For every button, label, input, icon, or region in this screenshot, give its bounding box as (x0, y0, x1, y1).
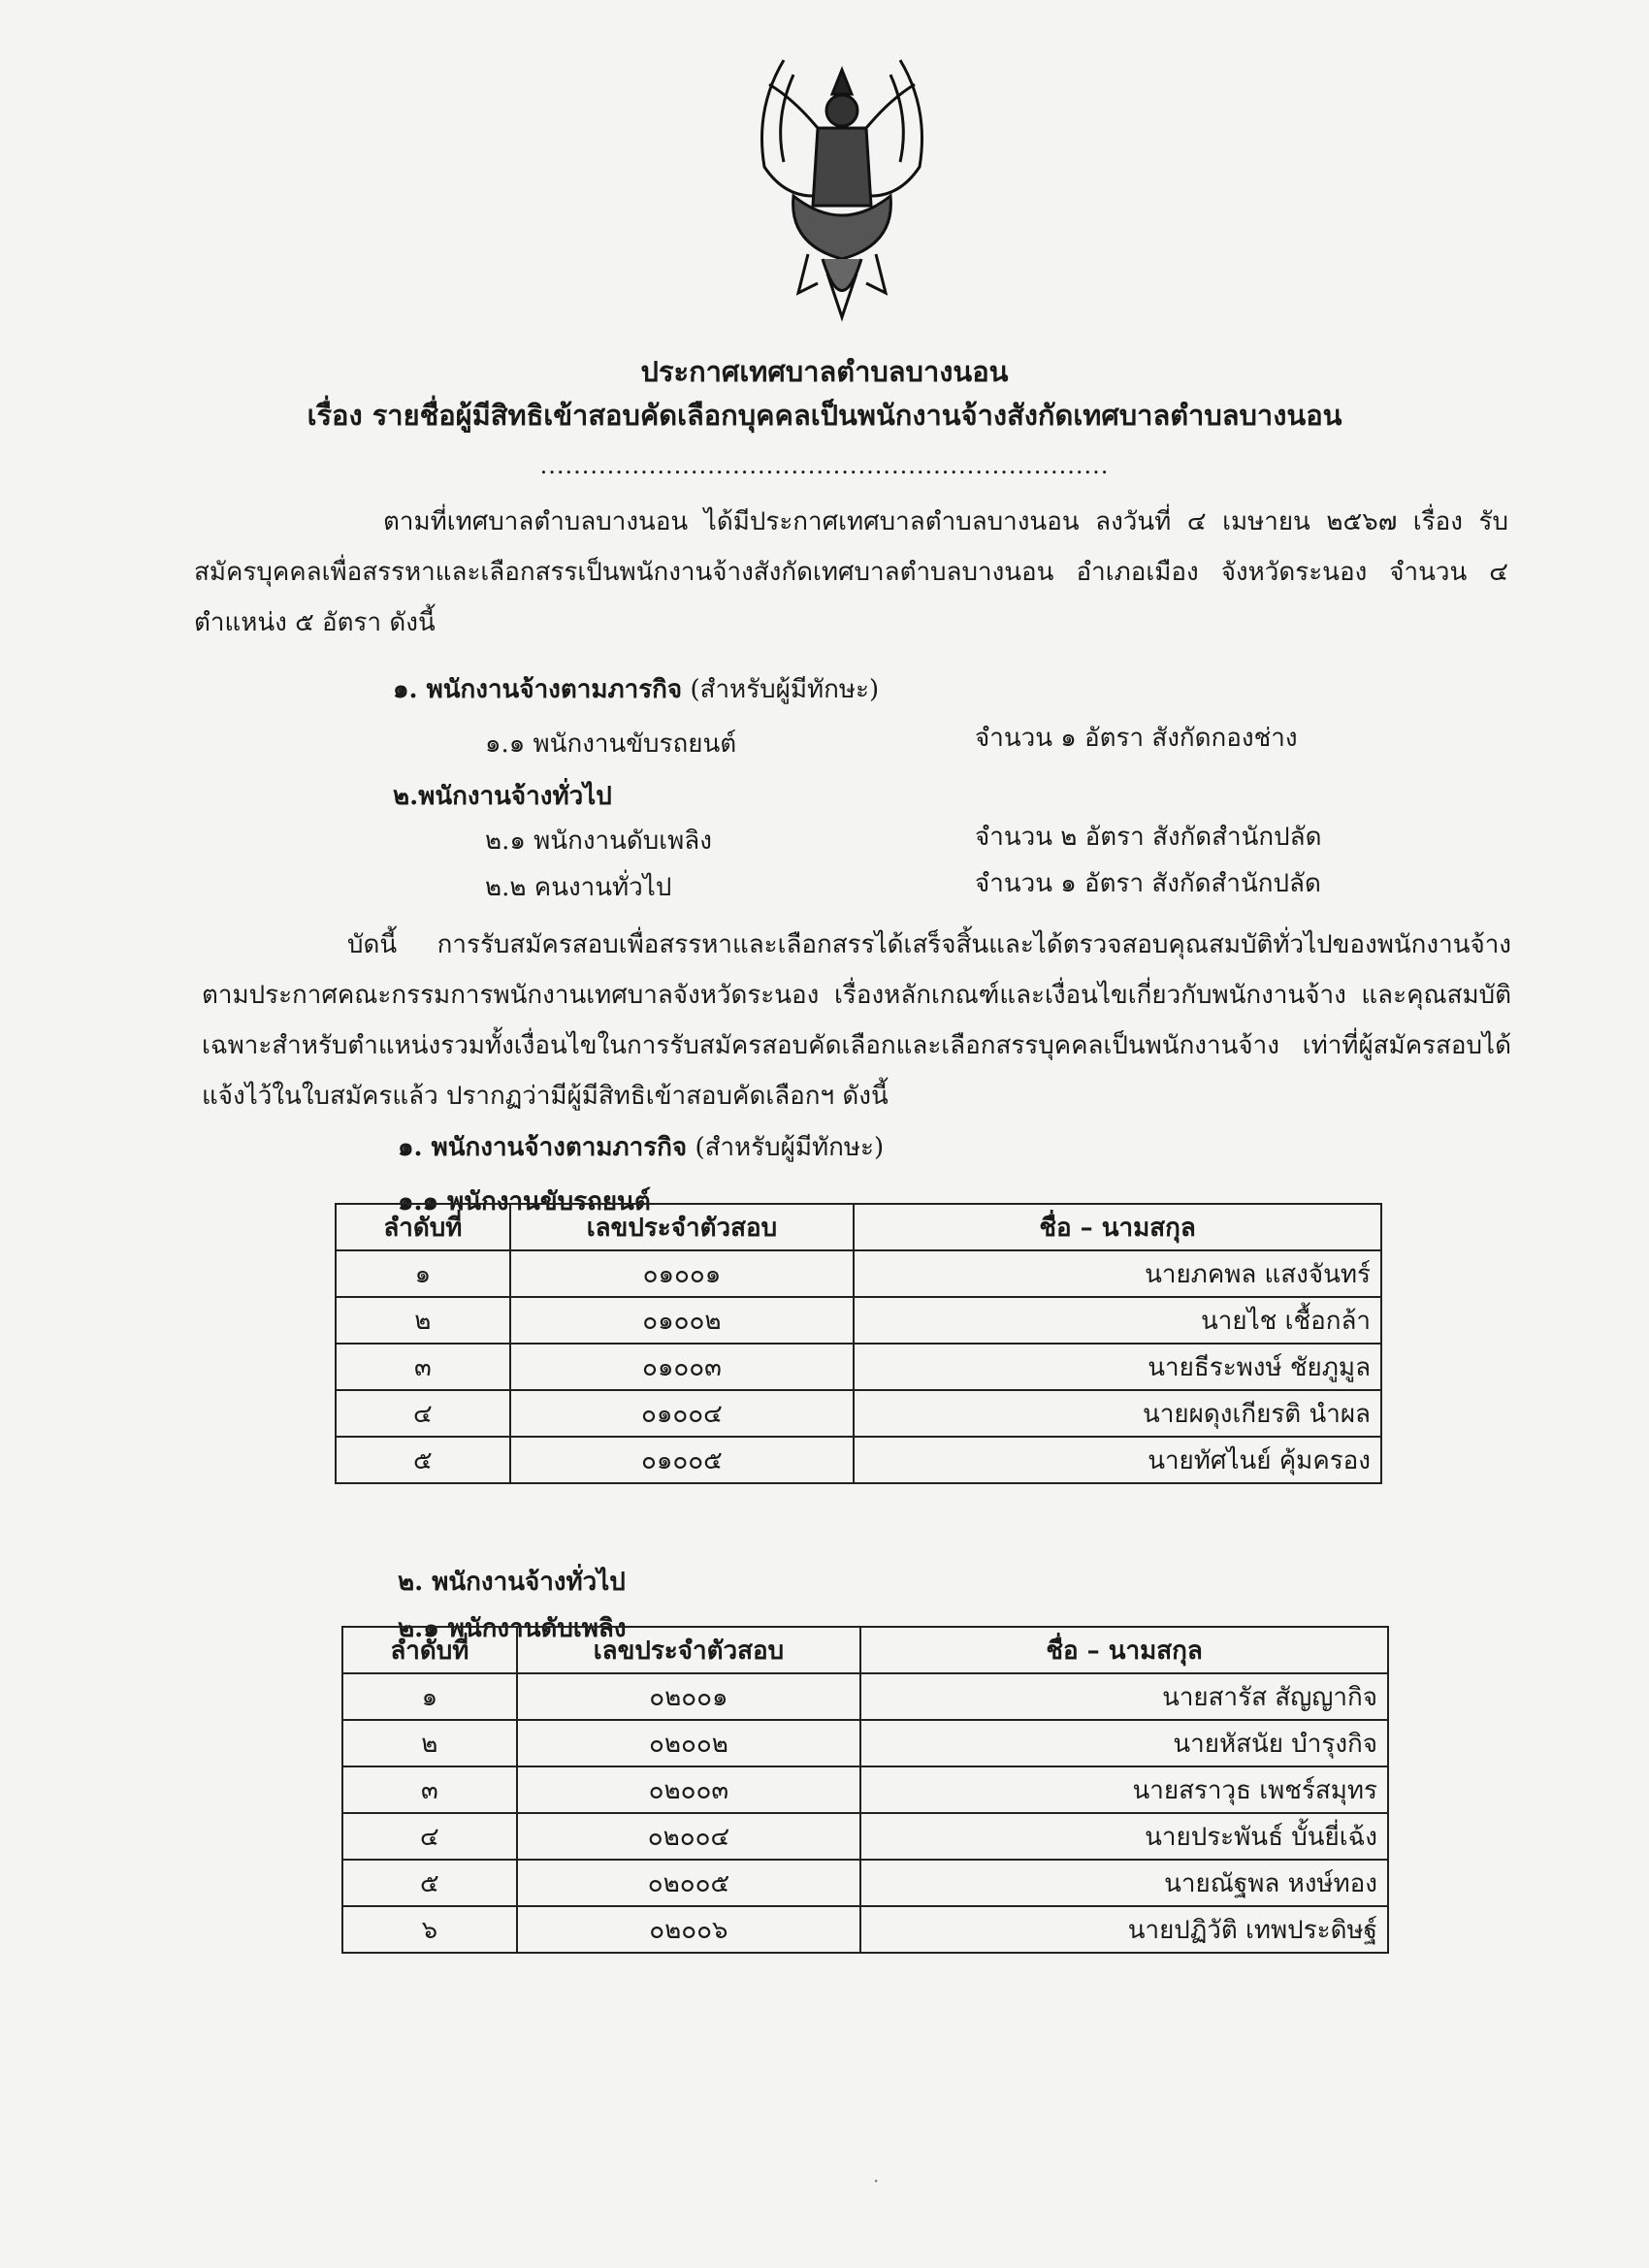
row-number: ๑ (336, 1250, 510, 1297)
column-header: เลขประจำตัวสอบ (510, 1204, 854, 1250)
section2-table (341, 1626, 1389, 1954)
table-row (342, 1906, 1388, 1953)
table-row (336, 1250, 1381, 1297)
section1-title: ๑. พนักงานจ้างตามภารกิจ (398, 1133, 688, 1162)
row-number: ๒ (336, 1297, 510, 1344)
table-row (342, 1673, 1388, 1720)
candidate-name: นายธีระพงษ์ ชัยภูมูล (854, 1344, 1381, 1390)
body-paragraph: บัดนี้ การรับสมัครสอบเพื่อสรรหาและเลือกสรรได้เสร็จสิ้นและได้ตรวจสอบคุณสมบัติทั่วไปของพนักงานจ้างตามประกาศคณะกรรมการพนักงานเทศบาลจังหวัดระนอง เรื่องหลักเกณฑ์และเงื่อนไขเกี่ยวกับพนักงานจ้าง และคุณสมบัติเฉพาะสำหรับตำแหน่งรวมทั้งเงื่อนไขในการรับสมัครสอบคัดเลือกและเลือกสรรบุคคลเป็นพนักงานจ้าง เท่าที่ผู้สมัครสอบได้แจ้งไว้ในใบสมัครแล้ว ปรากฏว่ามีผู้มีสิทธิเข้าสอบคัดเลือกฯ ดังนี้ (202, 930, 1511, 1111)
row-number: ๕ (342, 1860, 517, 1906)
separator-dots: .................................................................... (539, 452, 1110, 479)
section2-subtitle: ๒.๑ พนักงานดับเพลิง (398, 1614, 627, 1643)
section1-heading (398, 1127, 884, 1167)
announcement-subject: เรื่อง รายชื่อผู้มีสิทธิเข้าสอบคัดเลือกบุคคลเป็นพนักงานจ้างสังกัดเทศบาลตำบลบางนอน (307, 399, 1342, 432)
candidate-name: นายไช เชื้อกล้า (854, 1297, 1381, 1344)
intro-paragraph: ตามที่เทศบาลตำบลบางนอน ได้มีประกาศเทศบาลตำบลบางนอน ลงวันที่ ๔ เมษายน ๒๕๖๗ เรื่อง รับสมัครบุคคลเพื่อสรรหาและเลือกสรรเป็นพนักงานจ้างสังกัดเทศบาลตำบลบางนอน อำเภอเมือง จังหวัดระนอง จำนวน ๔ ตำแหน่ง ๕ อัตรา ดังนี้ (194, 507, 1508, 637)
garuda-emblem-icon (726, 50, 958, 332)
column-header: ลำดับที่ (336, 1204, 510, 1250)
table-row (342, 1813, 1388, 1860)
column-header: ชื่อ – นามสกุล (860, 1627, 1388, 1673)
candidate-name: นายทัศไนย์ คุ้มครอง (854, 1437, 1381, 1483)
row-number: ๔ (342, 1813, 517, 1860)
group1-heading (393, 669, 879, 709)
section1-table (335, 1203, 1382, 1484)
row-number: ๒ (342, 1720, 517, 1766)
candidate-name: นายสราวุธ เพชร์สมุทร (860, 1766, 1388, 1813)
table-header-row (336, 1204, 1381, 1250)
table-row (336, 1344, 1381, 1390)
table-row (342, 1860, 1388, 1906)
table-row (336, 1437, 1381, 1483)
column-header: ชื่อ – นามสกุล (854, 1204, 1381, 1250)
exam-id: ๐๒๐๐๔ (517, 1813, 860, 1860)
row-number: ๓ (342, 1766, 517, 1813)
row-number: ๕ (336, 1437, 510, 1483)
group1-note: (สำหรับผู้มีทักษะ) (690, 675, 880, 704)
candidate-name: นายประพันธ์ บั้นยี่เฉ้ง (860, 1813, 1388, 1860)
candidate-name: นายผดุงเกียรติ นำผล (854, 1390, 1381, 1437)
item2-2-detail: จำนวน ๑ อัตรา สังกัดสำนักปลัด (975, 869, 1321, 898)
exam-id: ๐๒๐๐๓ (517, 1766, 860, 1813)
exam-id: ๐๒๐๐๕ (517, 1860, 860, 1906)
candidate-name: นายภคพล แสงจันทร์ (854, 1250, 1381, 1297)
table-row (336, 1390, 1381, 1437)
row-number: ๖ (342, 1906, 517, 1953)
table-row (342, 1720, 1388, 1766)
exam-id: ๐๑๐๐๒ (510, 1297, 854, 1344)
group2-title: ๒.พนักงานจ้างทั่วไป (393, 782, 612, 811)
table-row (342, 1766, 1388, 1813)
exam-id: ๐๒๐๐๖ (517, 1906, 860, 1953)
exam-id: ๐๑๐๐๓ (510, 1344, 854, 1390)
row-number: ๑ (342, 1673, 517, 1720)
section1-note: (สำหรับผู้มีทักษะ) (695, 1133, 885, 1162)
section2-title: ๒. พนักงานจ้างทั่วไป (398, 1568, 626, 1597)
item2-1-name: ๒.๑ พนักงานดับเพลิง (485, 826, 712, 856)
exam-id: ๐๒๐๐๒ (517, 1720, 860, 1766)
table-header-row (342, 1627, 1388, 1673)
item2-1-detail: จำนวน ๒ อัตรา สังกัดสำนักปลัด (975, 823, 1322, 852)
candidate-name: นายปฏิวัติ เทพประดิษฐ์ (860, 1906, 1388, 1953)
column-header: เลขประจำตัวสอบ (517, 1627, 860, 1673)
section1-subtitle: ๑.๑ พนักงานขับรถยนต์ (398, 1187, 651, 1216)
scan-speck: · (873, 2169, 880, 2192)
exam-id: ๐๑๐๐๔ (510, 1390, 854, 1437)
item2-2-name: ๒.๒ คนงานทั่วไป (485, 873, 672, 902)
exam-id: ๐๒๐๐๑ (517, 1673, 860, 1720)
table-row (336, 1297, 1381, 1344)
item1-1-name: ๑.๑ พนักงานขับรถยนต์ (485, 729, 737, 759)
exam-id: ๐๑๐๐๕ (510, 1437, 854, 1483)
candidate-name: นายสารัส สัญญากิจ (860, 1673, 1388, 1720)
candidate-name: นายหัสนัย บำรุงกิจ (860, 1720, 1388, 1766)
row-number: ๔ (336, 1390, 510, 1437)
row-number: ๓ (336, 1344, 510, 1390)
column-header: ลำดับที่ (342, 1627, 517, 1673)
item1-1-detail: จำนวน ๑ อัตรา สังกัดกองช่าง (975, 724, 1298, 753)
exam-id: ๐๑๐๐๑ (510, 1250, 854, 1297)
group1-title: ๑. พนักงานจ้างตามภารกิจ (393, 675, 683, 704)
announcement-title: ประกาศเทศบาลตำบลบางนอน (640, 355, 1009, 388)
candidate-name: นายณัฐพล หงษ์ทอง (860, 1860, 1388, 1906)
